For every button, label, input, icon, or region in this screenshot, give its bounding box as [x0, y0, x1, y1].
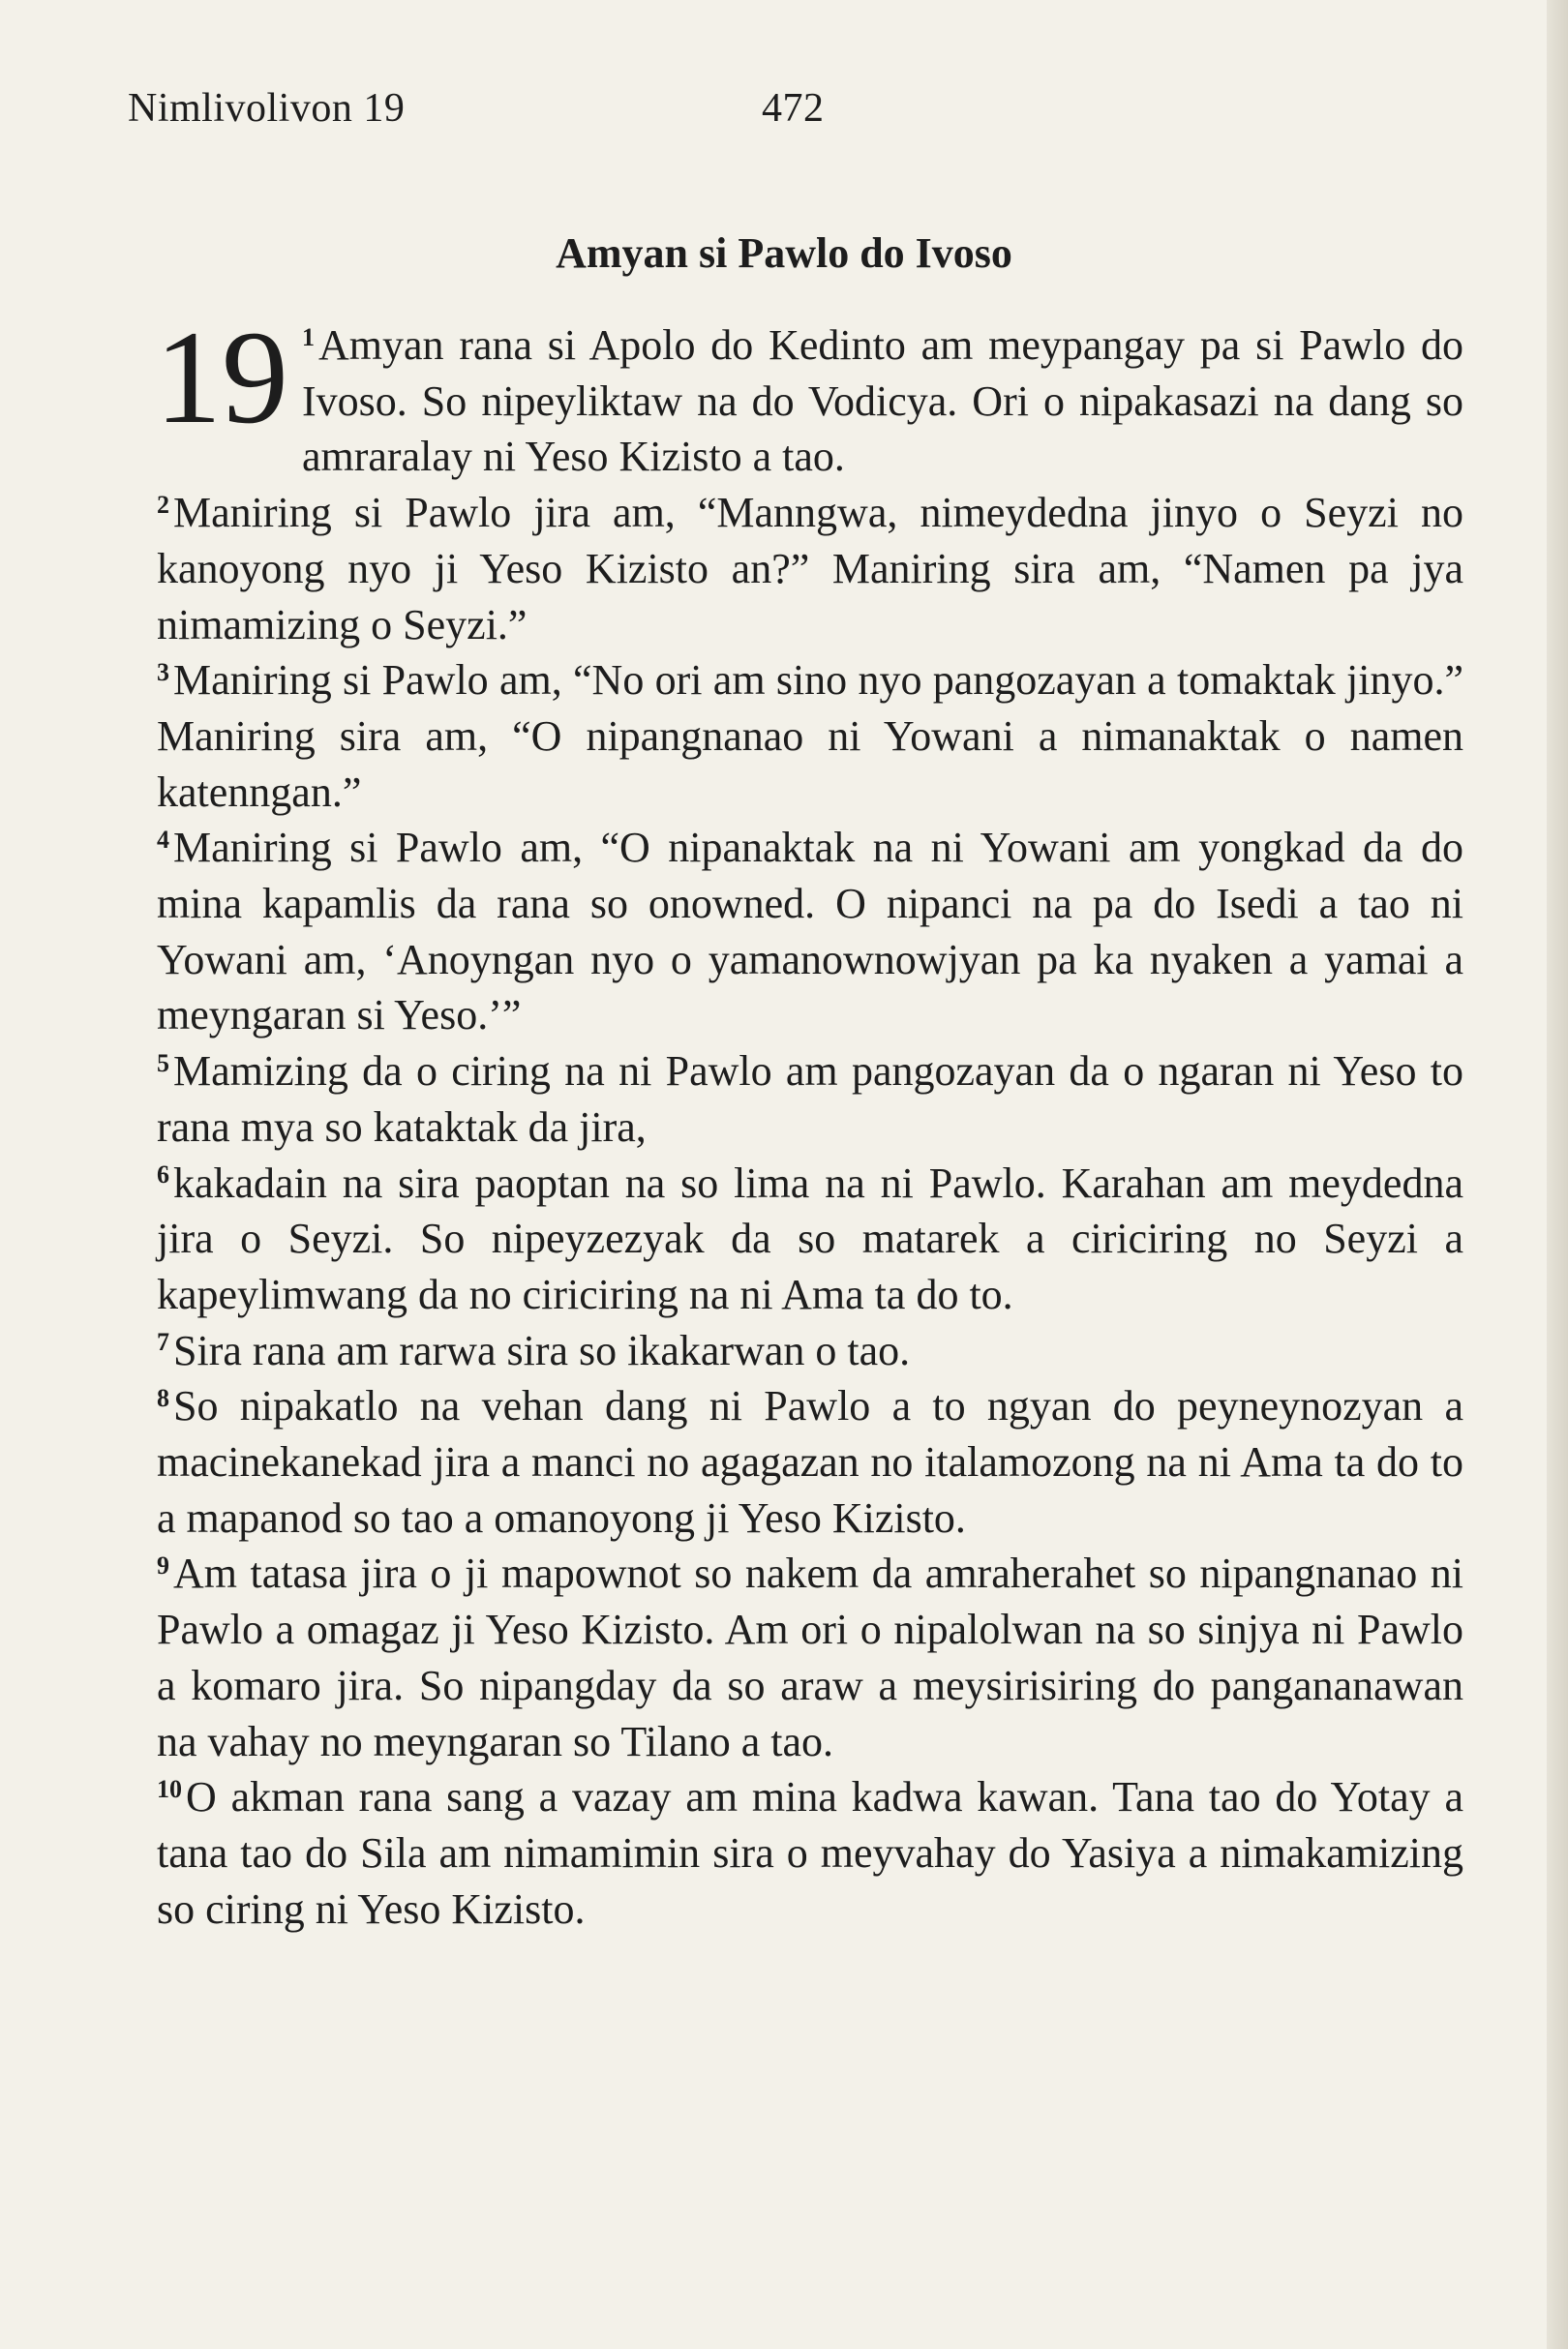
verse-number: 5 — [157, 1048, 169, 1077]
chapter-body — [155, 303, 1463, 1937]
verse-number: 2 — [157, 490, 169, 519]
verse-text: Amyan rana si Apolo do Kedinto am meypangay pa si Pawlo do Ivoso. So nipeyliktaw na do Vodicya. Ori o nipakasazi na dang so amraralay ni Yeso Kizisto a tao. — [302, 321, 1463, 481]
verse-paragraph — [157, 820, 1463, 1043]
chapter-number: 19 — [155, 303, 288, 451]
verse-text: Sira rana am rarwa sira so ikakarwan o tao. — [173, 1326, 911, 1374]
verse-number: 8 — [157, 1384, 169, 1413]
verse-paragraph — [157, 485, 1463, 652]
verse-number: 1 — [302, 322, 315, 351]
book-chapter-label: Nimlivolivon 19 — [128, 86, 406, 131]
verse-text: kakadain na sira paoptan na so lima na ni Pawlo. Karahan am meydedna jira o Seyzi. So nipeyzezyak da so matarek a ciriciring no Seyzi a kapeylimwang da no ciriciring na ni Ama ta do to. — [157, 1159, 1463, 1318]
verse-number: 3 — [157, 657, 169, 686]
verse-number: 6 — [157, 1160, 169, 1190]
verse-number: 4 — [157, 826, 169, 855]
verse-text: So nipakatlo na vehan dang ni Pawlo a to ngyan do peyneynozyan a macinekanekad jira a manci no agagazan no italamozong na ni Ama ta do to a mapanod so tao a omanoyong ji Yeso Kizisto. — [157, 1382, 1463, 1542]
page-edge — [1547, 0, 1568, 2349]
verse-paragraph — [157, 652, 1463, 820]
verse-paragraph — [157, 1769, 1463, 1937]
verse-text: Maniring si Pawlo am, “O nipanaktak na ni Yowani am yongkad da do mina kapamlis da rana so onowned. O nipanci na pa do Isedi a tao ni Yowani am, ‘Anoyngan nyo o yamanownowjyan pa ka nyaken a yamai a meyngaran si Yeso.’” — [157, 824, 1463, 1039]
verse-text: Am tatasa jira o ji mapownot so nakem da amraherahet so nipangnanao ni Pawlo a omagaz ji Yeso Kizisto. Am ori o nipalolwan na so sinjya ni Pawlo a komaro jira. So nipangday da so araw a meysirisiring do pangananawan na vahay no meyngaran so Tilano a tao. — [157, 1550, 1463, 1765]
verse-number: 7 — [157, 1328, 169, 1357]
verse-text: Maniring si Pawlo am, “No ori am sino nyo pangozayan a tomaktak jinyo.” Maniring sira am, “O nipangnanao ni Yowani a nimanaktak o namen katenngan.” — [157, 656, 1463, 816]
verse-text: Maniring si Pawlo jira am, “Manngwa, nimeydedna jinyo o Seyzi no kanoyong nyo ji Yeso Kizisto an?” Maniring sira am, “Namen pa jya nimamizing o Seyzi.” — [157, 489, 1463, 648]
verse-paragraph — [157, 1043, 1463, 1155]
page-number: 472 — [762, 86, 825, 131]
verse-paragraph — [157, 1323, 1463, 1379]
verse-paragraph — [157, 1156, 1463, 1323]
verse-number: 10 — [157, 1774, 182, 1803]
section-heading: Amyan si Pawlo do Ivoso — [556, 229, 1012, 277]
verse-paragraph — [155, 303, 1463, 485]
verse-text: Mamizing da o ciring na ni Pawlo am pangozayan da o ngaran ni Yeso to rana mya so kataktak da jira, — [157, 1047, 1463, 1151]
verse-text: O akman rana sang a vazay am mina kadwa kawan. Tana tao do Yotay a tana tao do Sila am nimamimin sira o meyvahay do Yasiya a nimakamizing so ciring ni Yeso Kizisto. — [157, 1773, 1463, 1933]
verse-paragraph — [157, 1378, 1463, 1546]
verse-paragraph — [157, 1546, 1463, 1769]
running-header — [128, 85, 1386, 143]
verse-number: 9 — [157, 1551, 169, 1581]
